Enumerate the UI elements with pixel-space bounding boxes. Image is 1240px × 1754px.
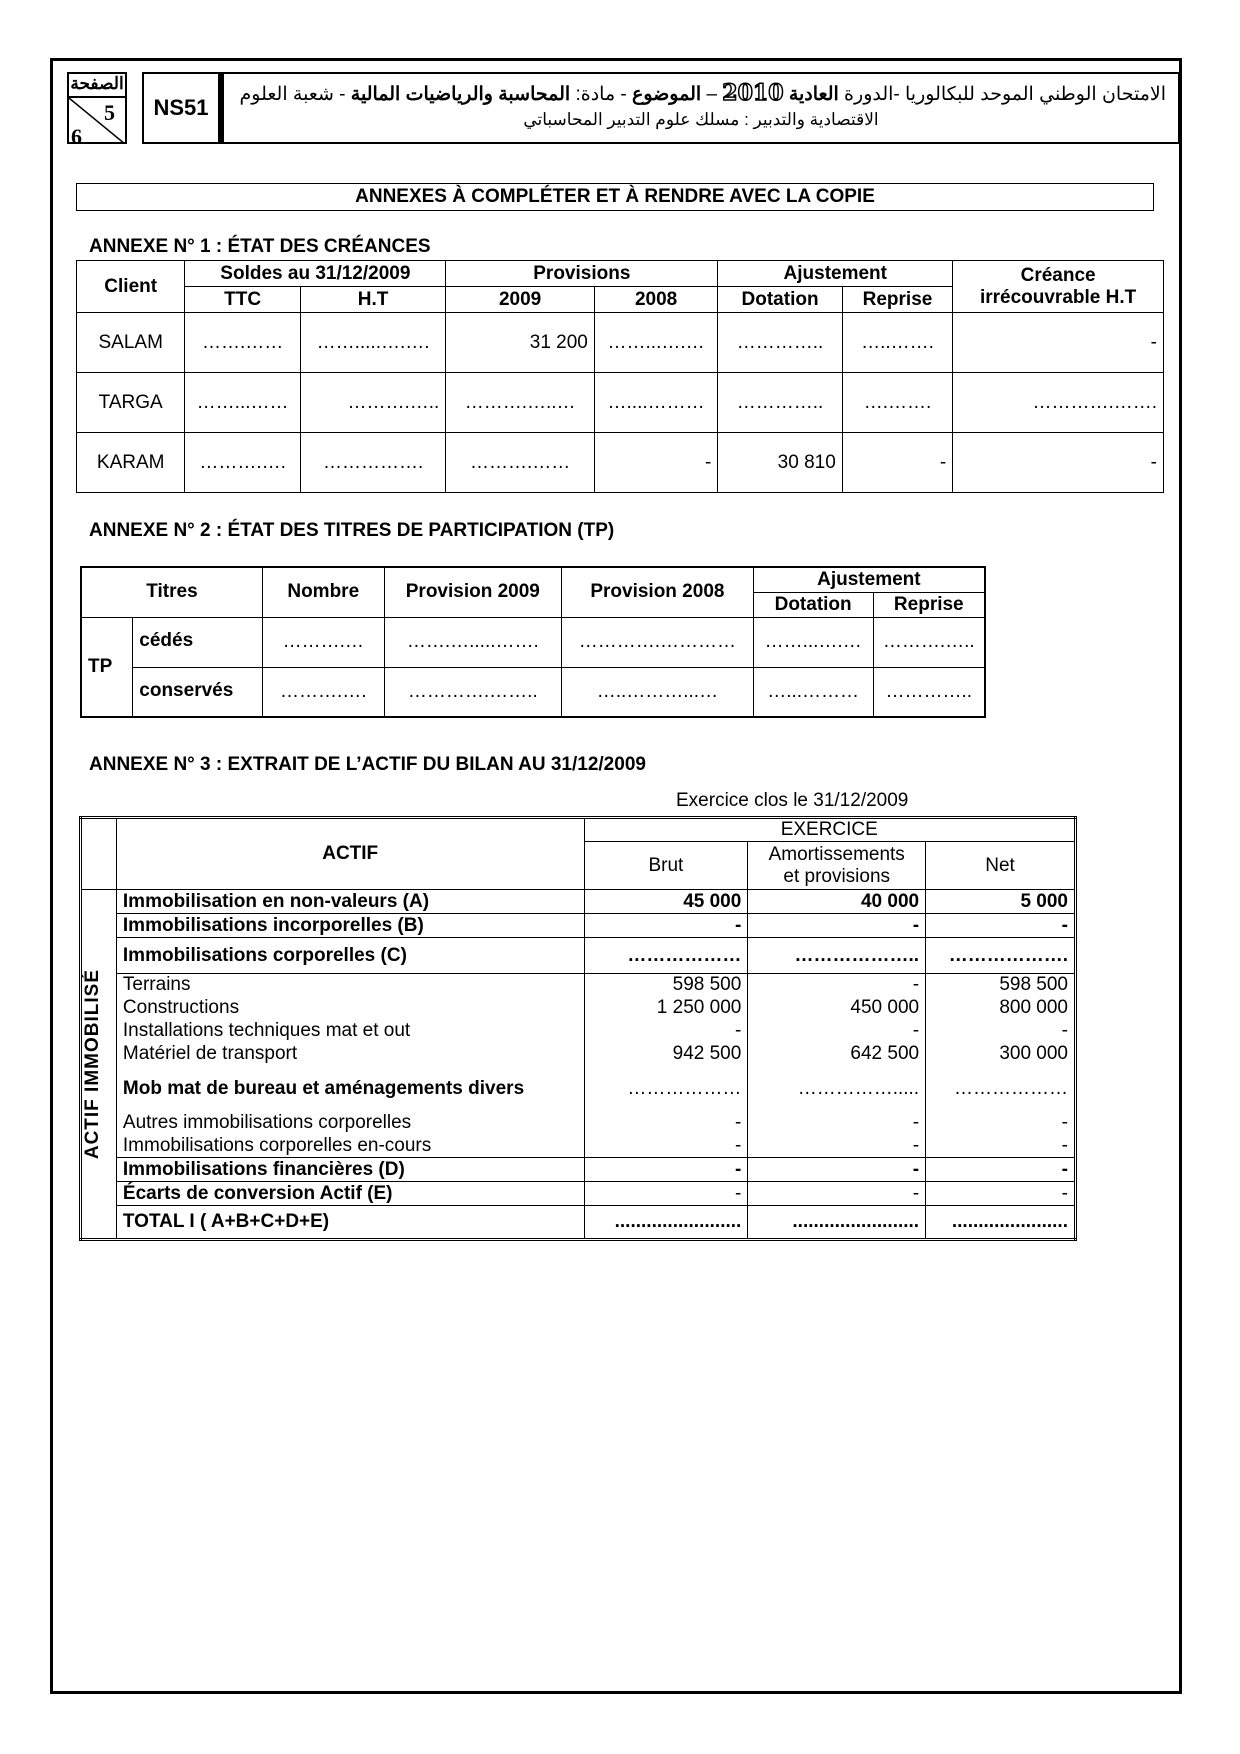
page-total: 6 bbox=[71, 124, 82, 144]
annexe2-title: ANNEXE N° 2 : ÉTAT DES TITRES DE PARTICIPATION (TP) bbox=[89, 520, 615, 541]
table-row bbox=[81, 938, 1076, 974]
exam-title-line1: الامتحان الوطني الموحد للبكالوريا -الدورة العادية 2010 – الموضوع - مادة: المحاسبة والرياضيات المالية - شعبة العلوم bbox=[239, 80, 1166, 106]
client-name: TARGA bbox=[77, 373, 185, 433]
input-p2008[interactable]: ……...….… bbox=[594, 313, 717, 373]
table-row bbox=[81, 1112, 1076, 1135]
value-brut: 942 500 bbox=[584, 1043, 748, 1066]
input-dotation[interactable]: ………….. bbox=[718, 373, 842, 433]
value-amort: - bbox=[748, 914, 926, 938]
table-row bbox=[81, 617, 985, 667]
value-creance: - bbox=[953, 433, 1164, 493]
table-row bbox=[81, 1158, 1076, 1182]
table-row bbox=[81, 1043, 1076, 1066]
page-current: 5 bbox=[104, 100, 115, 125]
value-net: 598 500 bbox=[926, 974, 1076, 997]
side-label: ACTIF IMMOBILISÉ bbox=[82, 968, 103, 1160]
value-amort: 40 000 bbox=[748, 890, 926, 914]
value-net: - bbox=[926, 1158, 1076, 1182]
row-label: Immobilisations corporelles (C) bbox=[116, 938, 584, 974]
value-net: - bbox=[926, 1135, 1076, 1158]
row-label: Terrains bbox=[116, 974, 584, 997]
input-prov2008[interactable]: ………….………… bbox=[562, 617, 754, 667]
header-ttc: TTC bbox=[185, 287, 300, 313]
value-amort: - bbox=[748, 1182, 926, 1206]
row-label: Immobilisations financières (D) bbox=[116, 1158, 584, 1182]
header-ht: H.T bbox=[300, 287, 446, 313]
input-net[interactable]: ……………… bbox=[926, 1066, 1076, 1112]
exercise-note: Exercice clos le 31/12/2009 bbox=[676, 790, 909, 811]
side-label-cell bbox=[81, 890, 117, 1240]
value-amort: - bbox=[748, 1020, 926, 1043]
value-net: 300 000 bbox=[926, 1043, 1076, 1066]
table-row bbox=[81, 667, 985, 717]
input-p2009[interactable]: ……….…… bbox=[446, 433, 595, 493]
value-brut: 45 000 bbox=[584, 890, 748, 914]
input-reprise[interactable]: ….……. bbox=[842, 373, 952, 433]
group-label-tp: TP bbox=[81, 617, 133, 717]
input-brut[interactable]: ……………… bbox=[584, 1066, 748, 1112]
input-prov2008[interactable]: …..………...… bbox=[562, 667, 754, 717]
annexe2-table bbox=[80, 566, 986, 718]
row-label: Immobilisations incorporelles (B) bbox=[116, 914, 584, 938]
value-brut: - bbox=[584, 1135, 748, 1158]
input-creance[interactable]: ………….……. bbox=[953, 373, 1164, 433]
input-dotation[interactable]: ……...….… bbox=[753, 617, 873, 667]
header-titres: Titres bbox=[81, 567, 262, 617]
table-row bbox=[81, 974, 1076, 997]
row-label: cédés bbox=[133, 617, 263, 667]
value-p2008: - bbox=[594, 433, 717, 493]
header-net: Net bbox=[926, 842, 1076, 890]
header-p2008: 2008 bbox=[594, 287, 717, 313]
input-prov2009[interactable]: …….….....……. bbox=[384, 617, 561, 667]
value-brut: 1 250 000 bbox=[584, 997, 748, 1020]
value-amort: - bbox=[748, 1158, 926, 1182]
table-row bbox=[81, 1066, 1076, 1112]
table-row bbox=[81, 890, 1076, 914]
row-label: TOTAL I ( A+B+C+D+E) bbox=[116, 1206, 584, 1240]
input-amort[interactable]: ........................ bbox=[748, 1206, 926, 1240]
value-brut: - bbox=[584, 914, 748, 938]
header-prov2008: Provision 2008 bbox=[562, 567, 754, 617]
annexe3-table bbox=[79, 816, 1077, 1241]
value-creance: - bbox=[953, 313, 1164, 373]
table-row bbox=[81, 1182, 1076, 1206]
input-p2008[interactable]: …....……… bbox=[594, 373, 717, 433]
header-reprise: Reprise bbox=[842, 287, 952, 313]
value-amort: 642 500 bbox=[748, 1043, 926, 1066]
value-net: 800 000 bbox=[926, 997, 1076, 1020]
value-net: 5 000 bbox=[926, 890, 1076, 914]
value-net: - bbox=[926, 1182, 1076, 1206]
row-label: Immobilisation en non-valeurs (A) bbox=[116, 890, 584, 914]
input-ht[interactable]: …….....….…. bbox=[300, 313, 446, 373]
header-provisions: Provisions bbox=[446, 261, 718, 287]
exam-year: 2010 bbox=[722, 80, 784, 106]
header-blank bbox=[81, 818, 117, 890]
header-reprise: Reprise bbox=[873, 592, 985, 617]
input-dotation[interactable]: ………….. bbox=[718, 313, 842, 373]
input-dotation[interactable]: …...……… bbox=[753, 667, 873, 717]
input-ttc[interactable]: ……...…… bbox=[185, 373, 300, 433]
header-prov2009: Provision 2009 bbox=[384, 567, 561, 617]
table-row bbox=[81, 1135, 1076, 1158]
row-label: Mob mat de bureau et aménagements divers bbox=[116, 1066, 584, 1112]
annexe3-title: ANNEXE N° 3 : EXTRAIT DE L’ACTIF DU BILAN AU 31/12/2009 bbox=[89, 754, 646, 775]
table-row bbox=[81, 997, 1076, 1020]
annexe1-table bbox=[76, 260, 1164, 493]
header-soldes: Soldes au 31/12/2009 bbox=[185, 261, 446, 287]
input-net[interactable]: ...................... bbox=[926, 1206, 1076, 1240]
value-net: - bbox=[926, 1020, 1076, 1043]
input-reprise[interactable]: ………….. bbox=[873, 667, 985, 717]
input-nombre[interactable]: ……….…. bbox=[262, 667, 384, 717]
table-row bbox=[77, 373, 1164, 433]
exam-title bbox=[220, 72, 1180, 144]
row-label: Écarts de conversion Actif (E) bbox=[116, 1182, 584, 1206]
annexe1-title: ANNEXE N° 1 : ÉTAT DES CRÉANCES bbox=[89, 236, 431, 257]
value-brut: - bbox=[584, 1182, 748, 1206]
row-label: Constructions bbox=[116, 997, 584, 1020]
client-name: KARAM bbox=[77, 433, 185, 493]
header-brut: Brut bbox=[584, 842, 748, 890]
header-creance: Créance irrécouvrable H.T bbox=[953, 261, 1164, 313]
value-p2009: 31 200 bbox=[446, 313, 595, 373]
value-net: - bbox=[926, 1112, 1076, 1135]
input-ttc[interactable]: ……….…. bbox=[185, 433, 300, 493]
value-amort: - bbox=[748, 974, 926, 997]
exam-title-line2: الاقتصادية والتدبير : مسلك علوم التدبير المحاسباتي bbox=[523, 110, 879, 129]
header-amort: Amortissements et provisions bbox=[748, 842, 926, 890]
value-reprise: - bbox=[842, 433, 952, 493]
header-ajustement: Ajustement bbox=[753, 567, 985, 592]
value-amort: - bbox=[748, 1135, 926, 1158]
header-dotation: Dotation bbox=[718, 287, 842, 313]
input-amort[interactable]: ……………….. bbox=[748, 938, 926, 974]
input-nombre[interactable]: ……….… bbox=[262, 617, 384, 667]
page-label: الصفحة bbox=[69, 74, 125, 98]
row-label: Installations techniques mat et out bbox=[116, 1020, 584, 1043]
page-number-box bbox=[67, 72, 127, 144]
input-ttc[interactable]: …….…… bbox=[185, 313, 300, 373]
input-ht[interactable]: ……………. bbox=[300, 433, 446, 493]
header-p2009: 2009 bbox=[446, 287, 595, 313]
input-amort[interactable]: ……………..... bbox=[748, 1066, 926, 1112]
header-nombre: Nombre bbox=[262, 567, 384, 617]
table-row bbox=[81, 1020, 1076, 1043]
table-row bbox=[77, 433, 1164, 493]
row-label: Immobilisations corporelles en-cours bbox=[116, 1135, 584, 1158]
header-actif: ACTIF bbox=[116, 818, 584, 890]
value-amort: 450 000 bbox=[748, 997, 926, 1020]
header-exercice: EXERCICE bbox=[584, 818, 1075, 842]
input-reprise[interactable]: ……….….. bbox=[873, 617, 985, 667]
input-p2009[interactable]: ……….…..… bbox=[446, 373, 595, 433]
header-client: Client bbox=[77, 261, 185, 313]
value-amort: - bbox=[748, 1112, 926, 1135]
annexes-banner: ANNEXES À COMPLÉTER ET À RENDRE AVEC LA COPIE bbox=[76, 183, 1154, 211]
row-label: conservés bbox=[133, 667, 263, 717]
exam-code: NS51 bbox=[142, 72, 220, 144]
value-brut: - bbox=[584, 1020, 748, 1043]
input-brut[interactable]: ........................ bbox=[584, 1206, 748, 1240]
input-prov2009[interactable]: ………….…….. bbox=[384, 667, 561, 717]
input-net[interactable]: ………………. bbox=[926, 938, 1076, 974]
input-brut[interactable]: ……………… bbox=[584, 938, 748, 974]
value-dotation: 30 810 bbox=[718, 433, 842, 493]
table-row bbox=[81, 914, 1076, 938]
row-label: Autres immobilisations corporelles bbox=[116, 1112, 584, 1135]
value-brut: - bbox=[584, 1158, 748, 1182]
value-brut: 598 500 bbox=[584, 974, 748, 997]
table-row bbox=[81, 1206, 1076, 1240]
header-ajustement: Ajustement bbox=[718, 261, 953, 287]
header-dotation: Dotation bbox=[753, 592, 873, 617]
client-name: SALAM bbox=[77, 313, 185, 373]
row-label: Matériel de transport bbox=[116, 1043, 584, 1066]
value-net: - bbox=[926, 914, 1076, 938]
input-ht[interactable]: ……….….. bbox=[300, 373, 446, 433]
value-brut: - bbox=[584, 1112, 748, 1135]
table-row bbox=[77, 313, 1164, 373]
input-reprise[interactable]: …..……. bbox=[842, 313, 952, 373]
